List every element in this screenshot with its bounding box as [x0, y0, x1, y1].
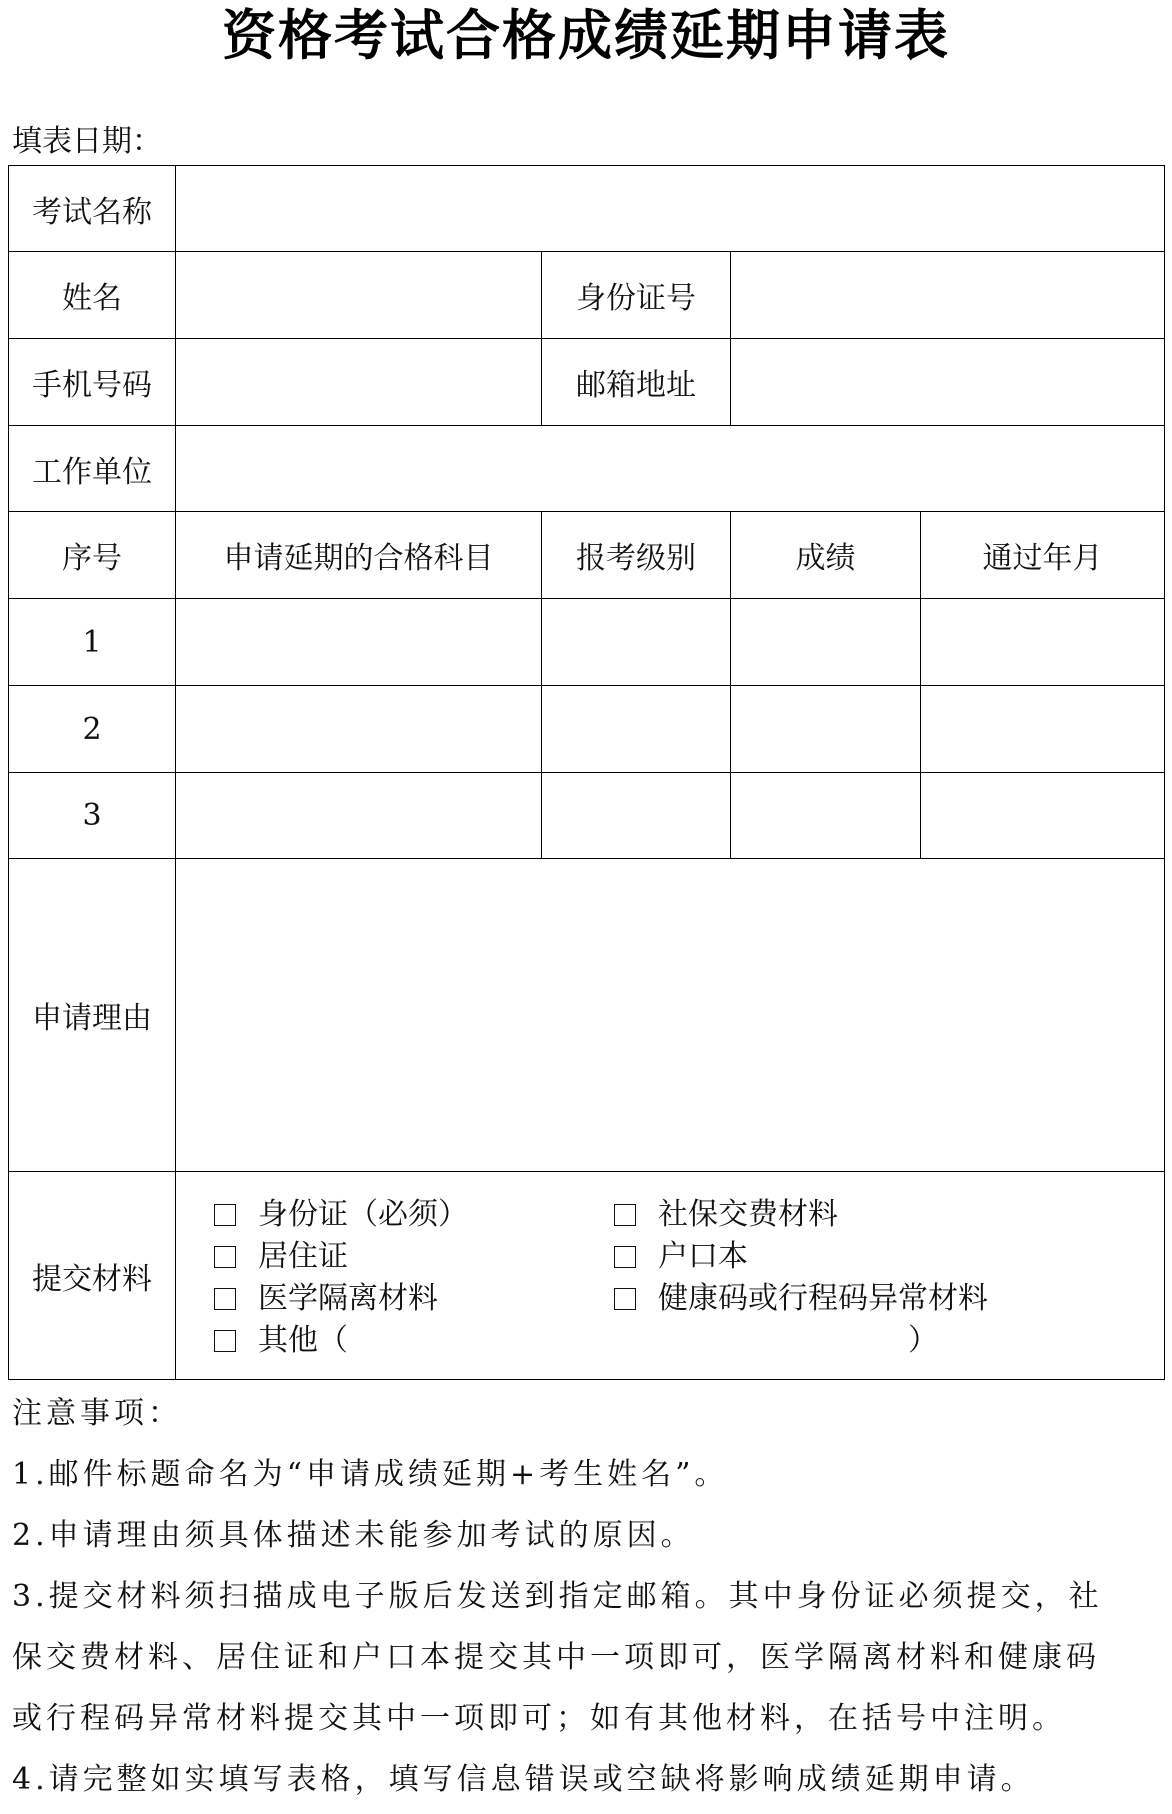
- reason-label: 申请理由: [9, 859, 176, 1172]
- material-option-label: 健康码或行程码异常材料: [658, 1281, 988, 1316]
- email-label: 邮箱地址: [542, 339, 731, 426]
- employer-label: 工作单位: [9, 426, 176, 512]
- fill-date-label: 填表日期：: [12, 124, 162, 159]
- checkbox[interactable]: [214, 1246, 236, 1268]
- notes-heading: 注意事项：: [12, 1396, 182, 1431]
- row-index: 1: [9, 599, 176, 686]
- subject-field[interactable]: [176, 773, 542, 859]
- material-option-label: 居住证: [258, 1239, 348, 1274]
- name-field[interactable]: [176, 252, 542, 339]
- material-option-label: 医学隔离材料: [258, 1281, 438, 1316]
- row-index: 2: [9, 686, 176, 773]
- subjects-header-row: [9, 512, 1165, 599]
- material-option-label: 身份证（必须）: [258, 1197, 468, 1232]
- name-label: 姓名: [9, 252, 176, 339]
- email-field[interactable]: [731, 339, 1165, 426]
- table-row: [9, 686, 1165, 773]
- materials-row: [9, 1172, 1165, 1380]
- note-line: 2.申请理由须具体描述未能参加考试的原因。: [12, 1518, 695, 1553]
- exam-name-field[interactable]: [176, 166, 1165, 252]
- employer-field[interactable]: [176, 426, 1165, 512]
- note-line: 或行程码异常材料提交其中一项即可；如有其他材料，在括号中注明。: [12, 1701, 1066, 1736]
- subject-field[interactable]: [176, 686, 542, 773]
- checkbox[interactable]: [214, 1330, 236, 1352]
- note-line: 1.邮件标题命名为“申请成绩延期+考生姓名”。: [12, 1457, 729, 1492]
- material-option-health-code[interactable]: [614, 1278, 988, 1320]
- level-field[interactable]: [542, 773, 731, 859]
- score-field[interactable]: [731, 599, 921, 686]
- material-option-other[interactable]: [214, 1320, 938, 1362]
- employer-row: [9, 426, 1165, 512]
- checkbox[interactable]: [614, 1288, 636, 1310]
- note-line: 4.请完整如实填写表格，填写信息错误或空缺将影响成绩延期申请。: [12, 1762, 1035, 1797]
- pass-date-field[interactable]: [921, 599, 1165, 686]
- material-option-label: 其他（: [258, 1323, 348, 1358]
- materials-label: 提交材料: [9, 1172, 176, 1380]
- material-option-id-card[interactable]: [214, 1194, 468, 1236]
- note-line: 保交费材料、居住证和户口本提交其中一项即可，医学隔离材料和健康码: [12, 1640, 1100, 1675]
- column-header-pass-date: 通过年月: [921, 512, 1165, 599]
- column-header-score: 成绩: [731, 512, 921, 599]
- checkbox[interactable]: [214, 1204, 236, 1226]
- material-option-household-register[interactable]: [614, 1236, 748, 1278]
- form-title: 资格考试合格成绩延期申请表: [222, 3, 950, 67]
- exam-name-label: 考试名称: [9, 166, 176, 252]
- column-header-level: 报考级别: [542, 512, 731, 599]
- score-field[interactable]: [731, 773, 921, 859]
- phone-label: 手机号码: [9, 339, 176, 426]
- name-id-row: [9, 252, 1165, 339]
- column-header-index: 序号: [9, 512, 176, 599]
- other-close-paren: ）: [908, 1323, 938, 1358]
- score-field[interactable]: [731, 686, 921, 773]
- material-option-label: 户口本: [658, 1239, 748, 1274]
- column-header-subject: 申请延期的合格科目: [176, 512, 542, 599]
- pass-date-field[interactable]: [921, 773, 1165, 859]
- phone-email-row: [9, 339, 1165, 426]
- reason-row: [9, 859, 1165, 1172]
- note-line: 3.提交材料须扫描成电子版后发送到指定邮箱。其中身份证必须提交，社: [12, 1579, 1103, 1614]
- material-option-label: 社保交费材料: [658, 1197, 838, 1232]
- application-form-table: [8, 165, 1165, 1380]
- checkbox[interactable]: [614, 1246, 636, 1268]
- table-row: [9, 773, 1165, 859]
- id-number-field[interactable]: [731, 252, 1165, 339]
- checkbox[interactable]: [214, 1288, 236, 1310]
- other-materials-field[interactable]: [348, 1326, 908, 1356]
- table-row: [9, 599, 1165, 686]
- row-index: 3: [9, 773, 176, 859]
- level-field[interactable]: [542, 686, 731, 773]
- material-option-medical-isolation[interactable]: [214, 1278, 438, 1320]
- phone-field[interactable]: [176, 339, 542, 426]
- material-option-residence-permit[interactable]: [214, 1236, 348, 1278]
- materials-options-cell: [176, 1172, 1165, 1380]
- id-number-label: 身份证号: [542, 252, 731, 339]
- checkbox[interactable]: [614, 1204, 636, 1226]
- subject-field[interactable]: [176, 599, 542, 686]
- level-field[interactable]: [542, 599, 731, 686]
- exam-name-row: [9, 166, 1165, 252]
- pass-date-field[interactable]: [921, 686, 1165, 773]
- material-option-social-security[interactable]: [614, 1194, 838, 1236]
- reason-field[interactable]: [176, 859, 1165, 1172]
- notes-section: [12, 1384, 1103, 1810]
